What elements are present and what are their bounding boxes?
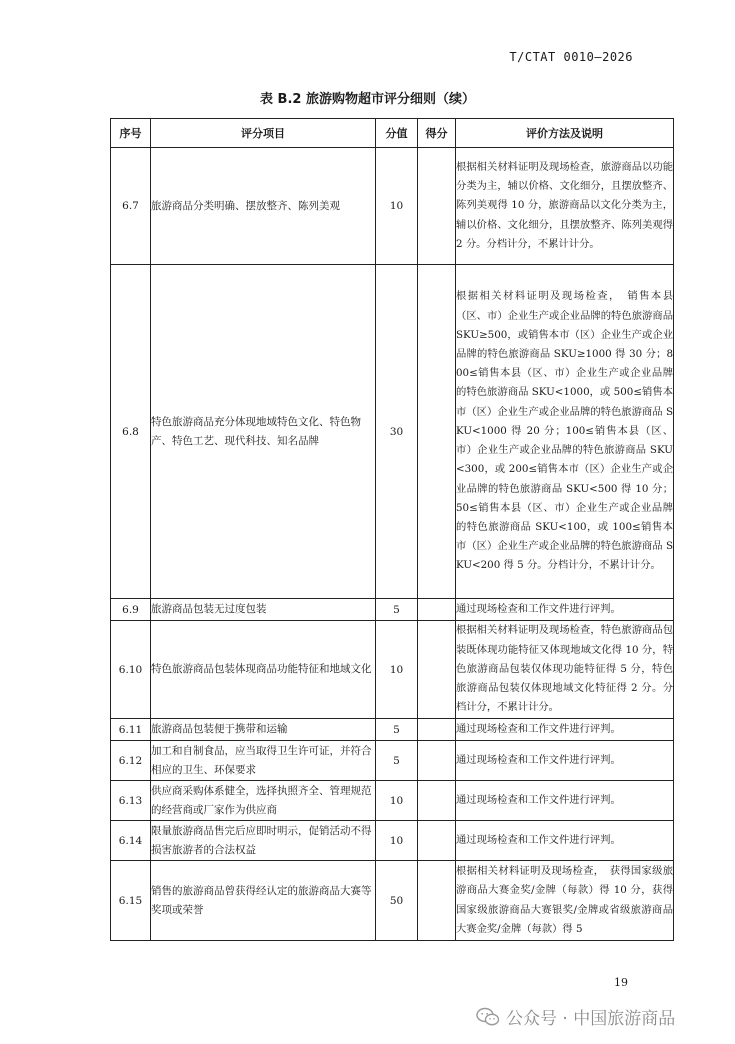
row-got	[418, 861, 456, 941]
row-seq: 6.10	[111, 621, 151, 719]
row-score: 5	[376, 741, 418, 781]
row-got	[418, 265, 456, 599]
row-item: 旅游商品包装无过度包装	[151, 599, 376, 621]
col-header-item: 评分项目	[151, 119, 376, 148]
row-method: 通过现场检查和工作文件进行评判。	[456, 781, 674, 821]
row-item: 特色旅游商品包装体现商品功能特征和地域文化	[151, 621, 376, 719]
row-item: 加工和自制食品，应当取得卫生许可证，并符合相应的卫生、环保要求	[151, 741, 376, 781]
row-score: 10	[376, 781, 418, 821]
table-title: 表 B.2 旅游购物超市评分细则（续）	[260, 92, 475, 107]
row-seq: 6.12	[111, 741, 151, 781]
col-header-score: 分值	[376, 119, 418, 148]
row-got	[418, 148, 456, 265]
row-method: 通过现场检查和工作文件进行评判。	[456, 599, 674, 621]
row-method: 根据相关材料证明及现场检查，旅游商品以功能分类为主，辅以价格、文化细分，且摆放整齐、陈列美观得 10 分，旅游商品以文化分类为主，辅以价格、文化细分，且摆放整齐、陈列美观得 2 分。分档计分，不累计计分。	[456, 148, 674, 265]
scoring-table	[110, 118, 674, 941]
row-item: 旅游商品分类明确、摆放整齐、陈列美观	[151, 148, 376, 265]
wechat-icon	[476, 1007, 500, 1027]
row-item: 特色旅游商品充分体现地域特色文化、特色物产、特色工艺、现代科技、知名品牌	[151, 265, 376, 599]
row-seq: 6.7	[111, 148, 151, 265]
table-row	[111, 821, 674, 861]
row-score: 50	[376, 861, 418, 941]
table-row	[111, 599, 674, 621]
row-score: 10	[376, 621, 418, 719]
row-got	[418, 621, 456, 719]
row-got	[418, 821, 456, 861]
row-method: 通过现场检查和工作文件进行评判。	[456, 741, 674, 781]
row-method: 通过现场检查和工作文件进行评判。	[456, 821, 674, 861]
col-header-got: 得分	[418, 119, 456, 148]
standard-code: T/CTAT 0010—2026	[509, 50, 633, 64]
table-row	[111, 621, 674, 719]
table-row	[111, 265, 674, 599]
col-header-seq: 序号	[111, 119, 151, 148]
row-item: 限量旅游商品售完后应即时明示，促销活动不得损害旅游者的合法权益	[151, 821, 376, 861]
row-method: 通过现场检查和工作文件进行评判。	[456, 719, 674, 741]
row-seq: 6.14	[111, 821, 151, 861]
row-item: 旅游商品包装便于携带和运输	[151, 719, 376, 741]
table-header-row	[111, 119, 674, 148]
row-got	[418, 741, 456, 781]
row-got	[418, 719, 456, 741]
page-number: 19	[614, 976, 628, 989]
table-row	[111, 719, 674, 741]
table-row	[111, 741, 674, 781]
row-got	[418, 781, 456, 821]
row-seq: 6.8	[111, 265, 151, 599]
row-score: 5	[376, 719, 418, 741]
row-item: 供应商采购体系健全，选择执照齐全、管理规范的经营商或厂家作为供应商	[151, 781, 376, 821]
row-got	[418, 599, 456, 621]
row-seq: 6.9	[111, 599, 151, 621]
row-score: 5	[376, 599, 418, 621]
row-score: 10	[376, 821, 418, 861]
row-score: 30	[376, 265, 418, 599]
row-seq: 6.13	[111, 781, 151, 821]
row-method: 根据相关材料证明及现场检查， 获得国家级旅游商品大赛金奖/金牌（每款）得 10 分，获得国家级旅游商品大赛银奖/金牌或省级旅游商品大赛金奖/金牌（每款）得 5	[456, 861, 674, 941]
row-seq: 6.11	[111, 719, 151, 741]
row-score: 10	[376, 148, 418, 265]
row-method: 根据相关材料证明及现场检查， 销售本县（区、市）企业生产或企业品牌的特色旅游商品 SKU≥500，或销售本市（区）企业生产或企业品牌的特色旅游商品 SKU≥1000 得 30 分；800≤销售本县（区、市）企业生产或企业品牌的特色旅游商品 SKU<1000，或 500≤销售本市（区）企业生产或企业品牌的特色旅游商品 SKU<1000 得 20 分；100≤销售本县（区、市）企业生产或企业品牌的特色旅游商品 SKU<300，或 200≤销售本市（区）企业生产或企业品牌的特色旅游商品 SKU<500 得 10 分；50≤销售本县（区、市）企业生产或企业品牌的特色旅游商品 SKU<100，或 100≤销售本市（区）企业生产或企业品牌的特色旅游商品 SKU<200 得 5 分。分档计分，不累计计分。	[456, 265, 674, 599]
row-method: 根据相关材料证明及现场检查，特色旅游商品包装既体现功能特征又体现地域文化得 10 分，特色旅游商品包装仅体现功能特征得 5 分，特色旅游商品包装仅体现地域文化特征得 2 分。分档计分，不累计计分。	[456, 621, 674, 719]
table-row	[111, 148, 674, 265]
row-item: 销售的旅游商品曾获得经认定的旅游商品大赛等奖项或荣誉	[151, 861, 376, 941]
col-header-method: 评价方法及说明	[456, 119, 674, 148]
watermark-text: 公众号 · 中国旅游商品	[506, 1009, 676, 1029]
watermark	[476, 1004, 675, 1029]
row-seq: 6.15	[111, 861, 151, 941]
table-row	[111, 861, 674, 941]
table-row	[111, 781, 674, 821]
